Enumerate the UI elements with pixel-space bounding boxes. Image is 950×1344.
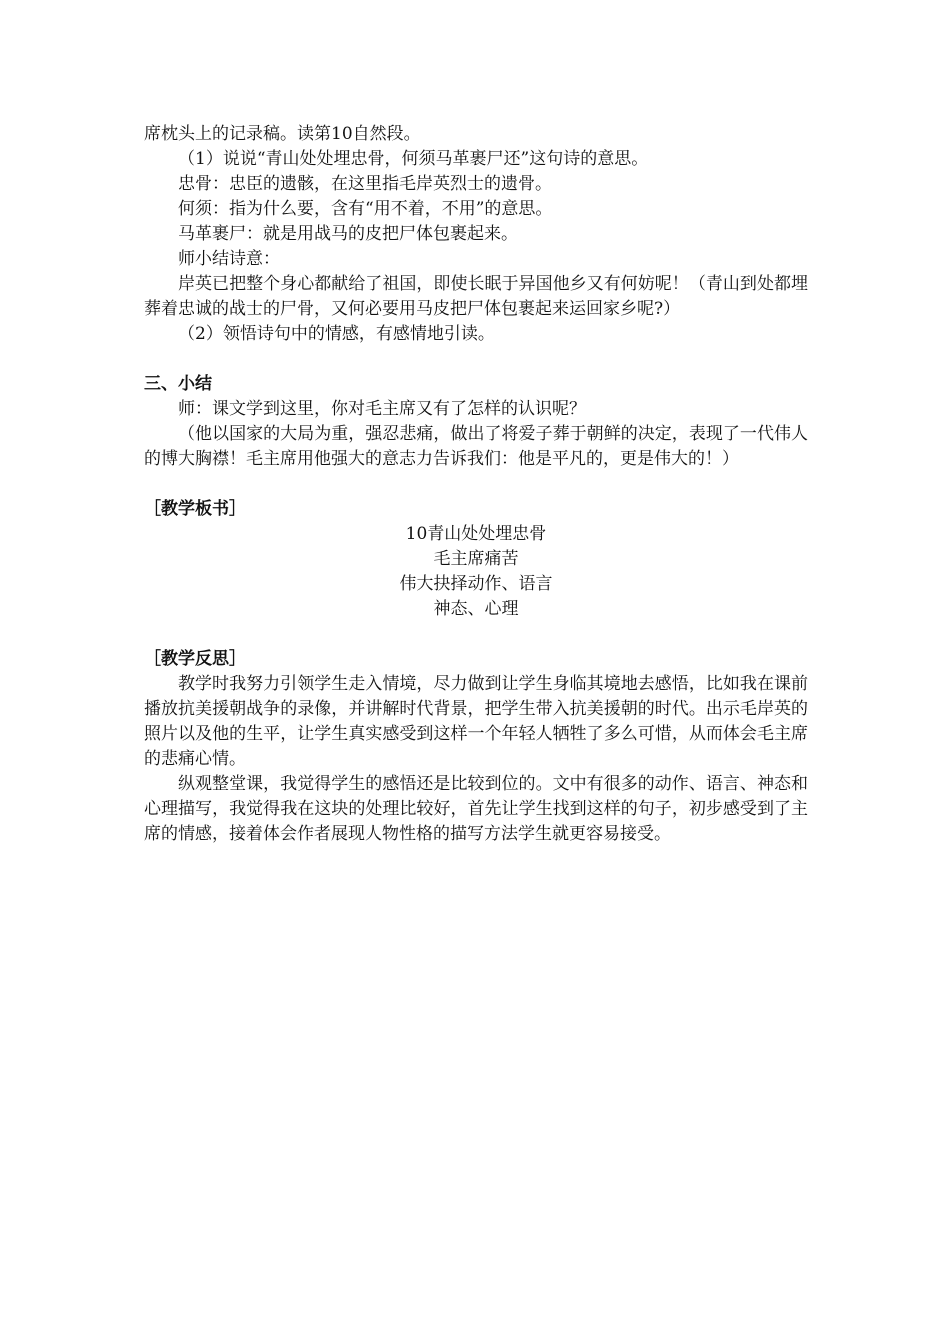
term-mageguoshi: 马革裹尸：就是用战马的皮把尸体包裹起来。: [178, 224, 518, 244]
spacer: [144, 347, 808, 372]
document-page: [144, 122, 808, 847]
board-line-2: 毛主席痛苦: [433, 549, 519, 569]
board-line-4: 神态、心理: [433, 599, 519, 619]
summary-text: 岸英已把整个身心都献给了祖国，即使长眠于异国他乡又有何妨呢！（青山到处都埋葬着忠诚的战士的尸骨，又何必要用马皮把尸体包裹起来运回家乡呢?）: [144, 274, 808, 319]
term-zhonggu: 忠骨：忠臣的遗骸，在这里指毛岸英烈士的遗骨。: [178, 174, 552, 194]
reflection-paragraph-2: 纵观整堂课，我觉得学生的感悟还是比较到位的。文中有很多的动作、语言、神态和心理描写，我觉得我在这块的处理比较好，首先让学生找到这样的句子，初步感受到了主席的情感，接着体会作者展现人物性格的描写方法学生就更容易接受。: [144, 774, 808, 844]
question-2: （2）领悟诗句中的情感，有感情地引读。: [178, 324, 495, 344]
reflection-paragraph-1: 教学时我努力引领学生走入情境，尽力做到让学生身临其境地去感悟，比如我在课前播放抗美援朝战争的录像，并讲解时代背景，把学生带入抗美援朝的时代。出示毛岸英的照片以及他的生平，让学生真实感受到这样一个年轻人牺牲了多么可惜，从而体会毛主席的悲痛心情。: [144, 674, 808, 769]
summary-label: 师小结诗意：: [178, 249, 280, 269]
conclusion-teacher: 师：课文学到这里，你对毛主席又有了怎样的认识呢？: [178, 399, 586, 419]
spacer: [144, 622, 808, 647]
spacer: [144, 472, 808, 497]
reflection-heading: ［教学反思］: [144, 649, 246, 669]
board-heading: ［教学板书］: [144, 499, 246, 519]
conclusion-heading: 三、小结: [144, 374, 212, 394]
intro-line: 席枕头上的记录稿。读第10自然段。: [144, 124, 421, 144]
board-line-3: 伟大抉择动作、语言: [399, 574, 553, 594]
term-hexu: 何须：指为什么要，含有“用不着，不用”的意思。: [178, 199, 553, 219]
conclusion-answer: （他以国家的大局为重，强忍悲痛，做出了将爱子葬于朝鲜的决定，表现了一代伟人的博大胸襟！毛主席用他强大的意志力告诉我们：他是平凡的，更是伟大的！）: [144, 424, 808, 469]
board-line-1: 10青山处处埋忠骨: [405, 524, 547, 544]
question-1: （1）说说“青山处处埋忠骨，何须马革裹尸还”这句诗的意思。: [178, 149, 649, 169]
